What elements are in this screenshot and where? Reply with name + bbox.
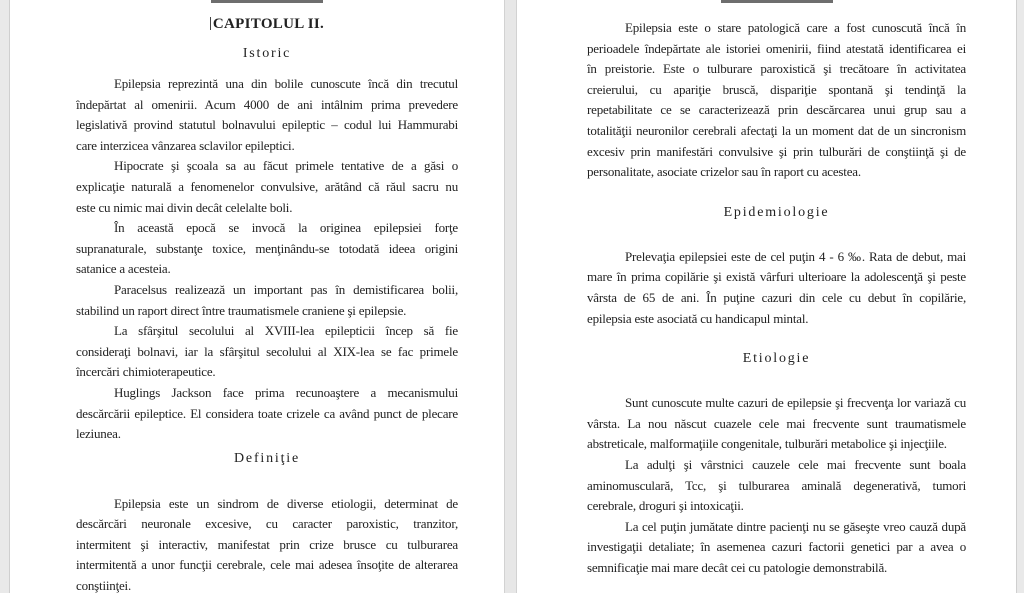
paragraph-line: stabilind un raport direct între traumatismele craniene şi epilepsie.	[76, 302, 407, 318]
paragraph-line: Epilepsia este un sindrom de diverse etiologii, determinat de	[114, 495, 458, 511]
paragraph	[587, 247, 966, 329]
paragraph-line: conştiinţei.	[76, 578, 132, 593]
paragraph-line: descărcării epileptice. El considera toate crizele ca având punct de plecare	[76, 405, 458, 421]
paragraph-line: În această epocă se invocă la originea epilepsiei forţe	[114, 220, 458, 236]
paragraph-line: explicaţie naturală a fenomenelor convulsive, arătând că răul sacru nu	[76, 178, 458, 194]
paragraph	[587, 393, 966, 455]
paragraph-line: semnificaţie mai mare decât cei cu patologie demonstrabilă.	[587, 559, 888, 575]
paragraph-line: La adulţi şi vârstnici cauzele cele mai frecvente sunt boala	[625, 456, 966, 472]
paragraph	[587, 455, 966, 517]
paragraph	[587, 517, 966, 579]
paragraph-line: Epilepsia este o stare patologică care a fost cunoscută încă în	[625, 20, 966, 35]
paragraph-line: Epilepsia reprezintă una din bolile cunoscute încă din trecutul	[114, 76, 458, 91]
paragraph-line: La sfârşitul secolului al XVIII-lea epilepticii încep să fie	[114, 323, 458, 339]
paragraph	[76, 218, 458, 280]
section-heading: Definiţie	[234, 450, 300, 466]
paragraph	[76, 156, 458, 218]
paragraph-line: epilepsia este asociată cu handicapul mintal.	[587, 310, 809, 326]
paragraph-line: supranaturale, substanţe toxice, menţinându-se totodată ideea origini	[76, 240, 458, 256]
paragraph-line: Prelevaţia epilepsiei este de cel puţin 4 - 6 ‰. Rata de debut, mai	[625, 248, 966, 264]
paragraph-line: este cu nimic mai divin decât celelalte boli.	[76, 199, 293, 215]
paragraph-line: intermitent şi interactiv, manifestat prin crize brusce cu tulburarea	[76, 536, 458, 552]
paragraph-line: La cel puţin jumătate dintre pacienţi nu se găseşte vreo cauză după	[625, 518, 966, 534]
chapter-title	[76, 14, 458, 34]
paragraph	[76, 321, 458, 383]
document-page-right[interactable]	[517, 0, 1016, 593]
paragraph-line: Hipocrate şi şcoala sa au făcut primele tentative de a găsi o	[114, 158, 458, 174]
text-cursor	[210, 17, 211, 30]
paragraph-line: cerebrale, droguri şi intoxicaţii.	[587, 498, 744, 514]
paragraph-line: Sunt cunoscute multe cazuri de epilepsie şi frecvenţa lor variază cu	[625, 395, 966, 411]
paragraph-line: satanice a acesteia.	[76, 261, 171, 277]
paragraph-line: creierului, cu apariţie bruscă, dispariţie spontană şi tendinţă la	[587, 81, 966, 97]
paragraph-line: îndepărtat al omenirii. Acum 4000 de ani intâlnim prima prevedere	[76, 96, 458, 112]
paragraph-line: repetabilitate ce se caracterizează prin descărcarea unui grup sau a	[587, 102, 966, 118]
section-heading: Istoric	[242, 46, 292, 61]
paragraph	[587, 18, 966, 183]
chapter-title-text: CAPITOLUL II.	[212, 16, 325, 32]
cut-off-text-line	[721, 0, 833, 3]
paragraph-line: care interzicea vânzarea sclavilor epileptici.	[76, 137, 295, 153]
paragraph-line: totalităţii neuronilor cerebrali afectaţi la un moment dat de un sincronism	[587, 122, 966, 138]
paragraph	[76, 280, 458, 321]
paragraph-line: personalitate, asociate crizelor sau în raport cu acestea.	[587, 164, 861, 180]
paragraph-line: investigaţii detaliate; în asemenea cazuri factorii genetici par a avea o	[587, 539, 966, 555]
paragraph-line: Huglings Jackson face prima recunoaştere a mecanismului	[114, 384, 458, 400]
section-heading: Etiologie	[742, 351, 811, 367]
paragraph-line: încercări chimioterapeutice.	[76, 364, 216, 380]
paragraph-line: descărcări neuronale excesive, cu caracter paroxistic, tranzitor,	[76, 516, 458, 532]
section-heading: Epidemiologie	[723, 204, 830, 220]
paragraph-line: Paracelsus realizează un important pas în demistificarea bolii,	[114, 281, 458, 297]
paragraph-line: vârsta de 65 de ani. În puţine cazuri din cele cu debut în copilărie,	[587, 289, 966, 305]
paragraph-line: excesiv prin manifestări convulsive şi prin tulburări de conştiinţă şi de	[587, 143, 966, 159]
page-gap	[504, 0, 517, 593]
window-edge-right	[1016, 0, 1024, 593]
paragraph-line: consideraţi bolnavi, iar la sfârşitul secolului al XIX-lea se fac primele	[76, 343, 458, 359]
document-page-left[interactable]	[10, 0, 504, 593]
paragraph-line: abstreticale, malformaţiile congenitale, tulburări metabolice şi injecţiile.	[587, 436, 947, 452]
paragraph-line: leziunea.	[76, 426, 121, 442]
paragraph-line: aminomusculară, Tcc, şi tulburarea aminală degenerativă, tumori	[587, 477, 966, 493]
window-edge-left	[0, 0, 10, 593]
paragraph	[76, 494, 458, 593]
paragraph-line: perioadele îndepărtate ale istoriei omenirii, fiind atestată identificarea ei	[587, 40, 966, 56]
paragraph-line: în preistorie. Este o tulburare paroxistică şi trecătoare în activitatea	[587, 61, 966, 77]
paragraph-line: mare în prima copilărie şi există vârfuri ulterioare la adolescenţă şi peste	[587, 269, 966, 285]
paragraph-line: vârsta. La nou născut cuazele cele mai frecvente sunt traumatismele	[587, 415, 966, 431]
paragraph	[76, 74, 458, 156]
cut-off-text-line	[211, 0, 323, 3]
paragraph	[76, 383, 458, 445]
paragraph-line: legislativă provind statutul bolnavului epileptic – codul lui Hammurabi	[76, 117, 458, 133]
paragraph-line: intermitentă a unor funcţii cerebrale, cele mai adesea însoţite de alterarea	[76, 557, 458, 573]
